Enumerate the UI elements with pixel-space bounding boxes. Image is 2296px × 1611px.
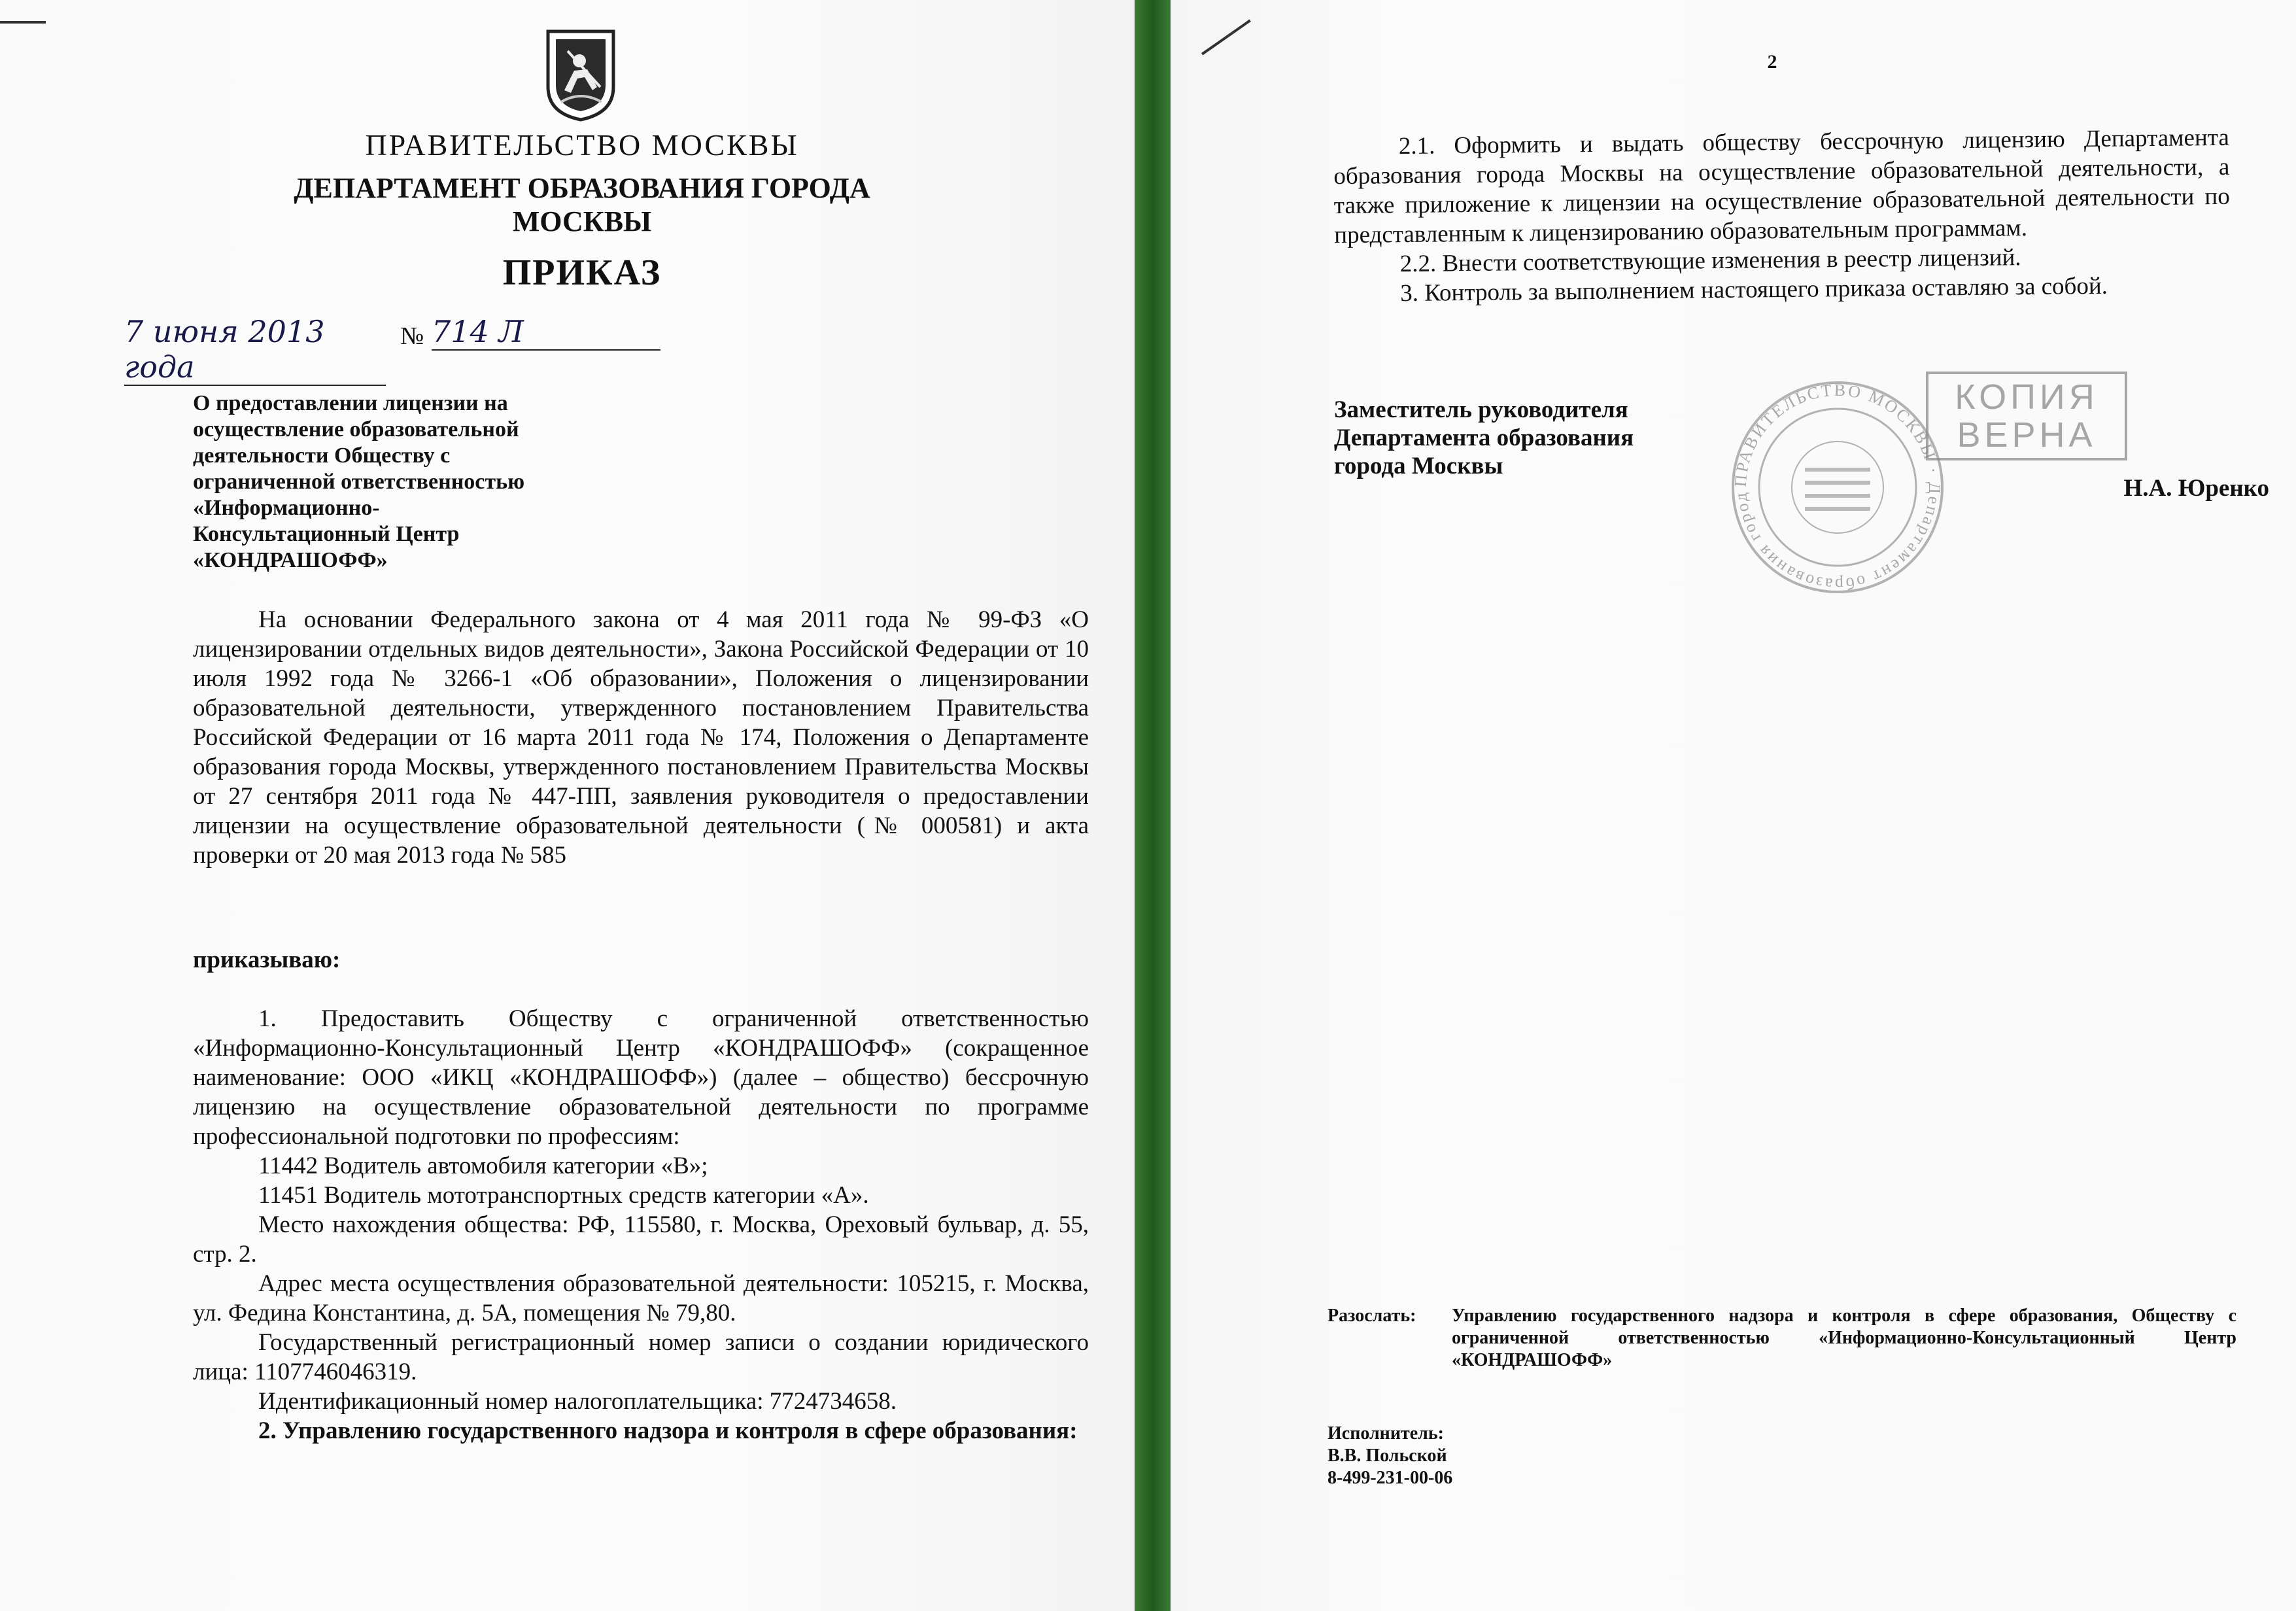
order-items-continued [1333,123,2231,309]
item-2: 2. Управлению государственного надзора и контроля в сфере образования: [258,1417,1078,1444]
subject-line: «КОНДРАШОФФ» [193,548,388,572]
order-items [193,1004,1089,1446]
preamble-text: На основании Федерального закона от 4 мая 2011 года № 99-ФЗ «О лицензировании отдельных видов деятельности», Закона Российской Федерации от 10 июля 1992 года № 3266-1 «Об образовании», Положения о лицензировании образовательной деятельности, утвержденного постановлением Правительства Российской Федерации от 16 марта 2011 года № 174, Положения о Департаменте образования города Москвы, утвержденного постановлением Правительства Москвы от 27 сентября 2011 года № 447-ПП, заявления руководителя о предоставлении лицензии на осуществление образовательной деятельности (№ 000581) и акта проверки от 20 мая 2013 года № 585 [193,606,1089,869]
moscow-emblem-icon [541,25,620,123]
stamp-line: ВЕРНА [1957,415,2097,455]
executor-label: Исполнитель: [1328,1423,1444,1444]
document-page-1 [0,0,1135,1611]
ogrn: Государственный регистрационный номер записи о создании юридического лица: 1107746046319. [193,1329,1089,1385]
distribute-label: Разослать: [1328,1306,1416,1326]
order-date: 7 июня 2013 года [124,314,386,386]
item-2-2: 2.2. Внести соответствующие изменения в реестр лицензий. [1399,244,2021,278]
copy-certified-stamp [1926,372,2127,460]
distribute-text: Управлению государственного надзора и контроля в сфере образования, Обществу с ограниченной ответственностью «Информационно-Консультационный Центр «КОНДРАШОФФ» [1452,1306,2236,1370]
subject-line: Консультационный Центр [193,522,460,546]
profession-1: 11442 Водитель автомобиля категории «В»; [258,1152,708,1179]
signatory-name: Н.А. Юренко [2123,475,2269,502]
order-subject [193,390,585,574]
executor-name: В.В. Польской [1328,1446,1447,1466]
executor-block [1328,1423,1654,1489]
subject-line: осуществление образовательной [193,417,519,442]
item-2-1: 2.1. Оформить и выдать обществу бессрочную лицензию Департамента образования города Москвы на осуществление образовательной деятельности, а также приложение к лицензии на осуществление образовательной деятельности по представленным к лицензированию образовательным программам. [1333,124,2230,249]
document-page-2 [1171,0,2296,1611]
scan-mark [0,21,46,24]
subject-line: деятельности Обществу с [193,443,451,468]
page-number: 2 [1767,51,1777,73]
signatory-title-line: Департамента образования [1334,424,1634,451]
subject-line: «Информационно- [193,496,380,520]
activity-address: Адрес места осуществления образовательной деятельности: 105215, г. Москва, ул. Федина Константина, д. 5А, помещения № 79,80. [193,1270,1089,1326]
order-title: ПРИКАЗ [502,252,662,293]
scan-mark [1201,20,1251,56]
item-1: 1. Предоставить Обществу с ограниченной ответственностью «Информационно-Консультационный Центр «КОНДРАШОФФ» (сокращенное наименование: ООО «ИКЦ «КОНДРАШОФФ») (далее – общество) бессрочную лицензию на осуществление образовательной деятельности по программе профессиональной подготовки по профессиям: [193,1005,1089,1150]
preamble [193,605,1089,870]
government-header: ПРАВИТЕЛЬСТВО МОСКВЫ [365,128,799,162]
item-3: 3. Контроль за выполнением настоящего приказа оставляю за собой. [1399,272,2108,307]
subject-line: О предоставлении лицензии на [193,391,508,415]
number-sign: № [400,322,424,350]
stamp-line: КОПИЯ [1955,377,2099,417]
svg-text:ПРАВИТЕЛЬСТВО МОСКВЫ · Департа: ПРАВИТЕЛЬСТВО МОСКВЫ · Департамент образования город [1730,380,1945,595]
order-word: приказываю: [193,946,341,973]
location: Место нахождения общества: РФ, 115580, г. Москва, Ореховый бульвар, д. 55, стр. 2. [193,1211,1089,1268]
department-header: ДЕПАРТАМЕНТ ОБРАЗОВАНИЯ ГОРОДА МОСКВЫ [294,172,870,237]
order-number: 714 Л [432,314,660,351]
signatory-title [1334,396,1792,480]
page-gap [1135,0,1171,1611]
official-seal-icon [1726,376,1949,598]
signatory-title-line: Заместитель руководителя [1334,396,1628,423]
executor-phone: 8-499-231-00-06 [1328,1468,1453,1488]
signatory-title-line: города Москвы [1334,453,1503,479]
profession-2: 11451 Водитель мототранспортных средств категории «А». [258,1182,869,1209]
subject-line: ограниченной ответственностью [193,470,525,494]
inn: Идентификационный номер налогоплательщика: 7724734658. [258,1388,897,1415]
